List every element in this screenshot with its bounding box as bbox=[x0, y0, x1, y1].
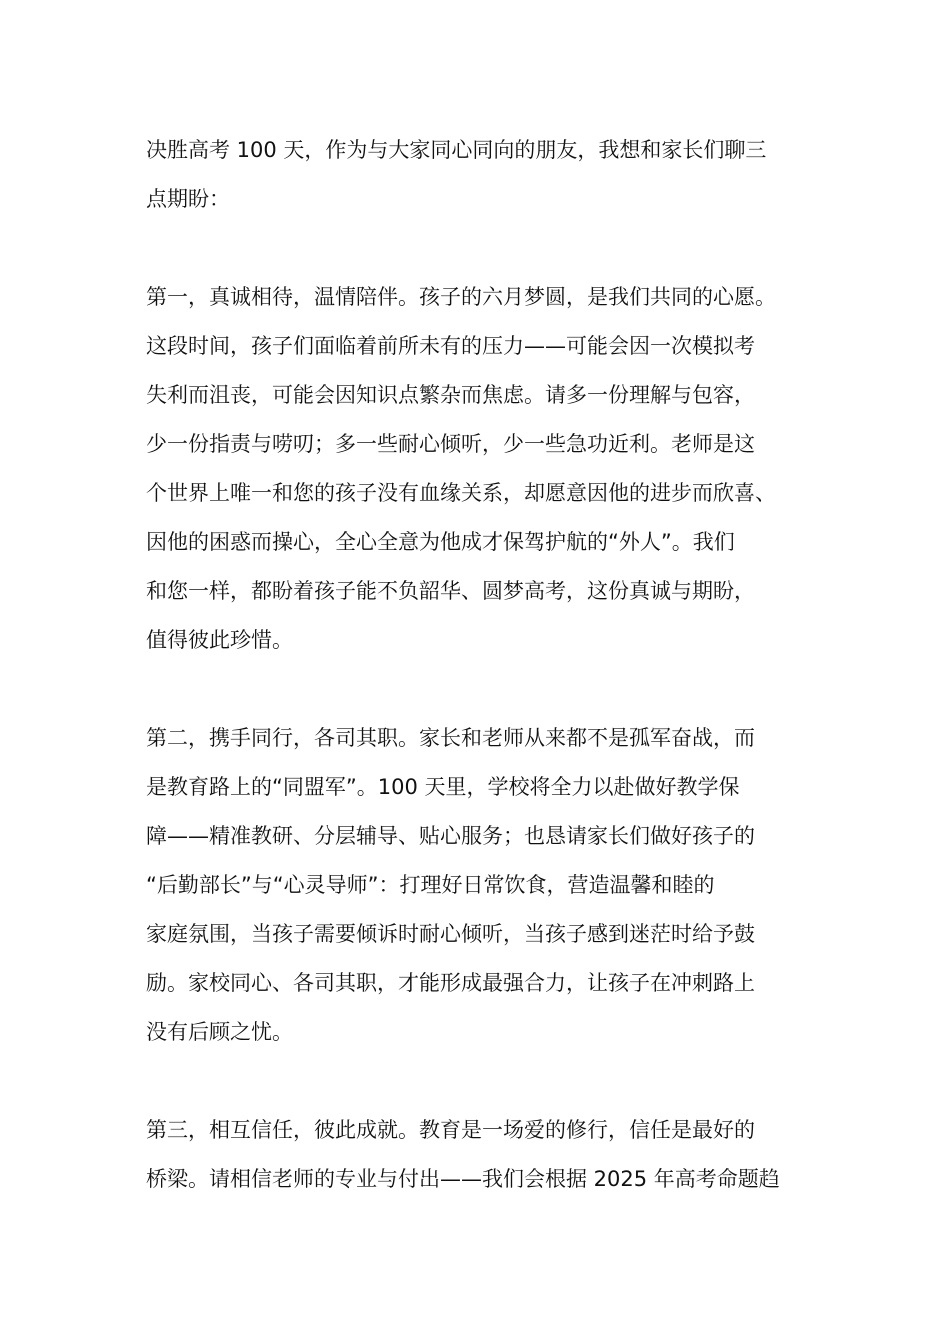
text-line: 失利而沮丧，可能会因知识点繁杂而焦虑。请多一份理解与包容， bbox=[146, 383, 755, 407]
text-line: 第一，真诚相待，温情陪伴。孩子的六月梦圆，是我们共同的心愿。 bbox=[146, 285, 776, 309]
text-line: “后勤部长”与“心灵导师”：打理好日常饮食，营造温馨和睦的 bbox=[146, 873, 715, 897]
text-line: 障——精准教研、分层辅导、贴心服务；也恳请家长们做好孩子的 bbox=[146, 824, 755, 848]
document-body bbox=[146, 126, 826, 1253]
text-line: 家庭氛围，当孩子需要倾诉时耐心倾听，当孩子感到迷茫时给予鼓 bbox=[146, 922, 755, 946]
text-line: 是教育路上的“同盟军”。100 天里，学校将全力以赴做好教学保 bbox=[146, 775, 740, 799]
text-line: 第二，携手同行，各司其职。家长和老师从来都不是孤军奋战，而 bbox=[146, 726, 755, 750]
paragraph-intro bbox=[146, 126, 826, 224]
paragraph-third-point bbox=[146, 1106, 826, 1204]
text-line: 第三，相互信任，彼此成就。教育是一场爱的修行，信任是最好的 bbox=[146, 1118, 755, 1142]
text-line: 和您一样，都盼着孩子能不负韶华、圆梦高考，这份真诚与期盼， bbox=[146, 579, 755, 603]
text-line: 桥梁。请相信老师的专业与付出——我们会根据 2025 年高考命题趋 bbox=[146, 1167, 780, 1191]
text-line: 决胜高考 100 天，作为与大家同心同向的朋友，我想和家长们聊三 bbox=[146, 138, 767, 162]
paragraph-first-point bbox=[146, 273, 826, 665]
text-line: 少一份指责与唠叨；多一些耐心倾听，少一些急功近利。老师是这 bbox=[146, 432, 755, 456]
text-line: 这段时间，孩子们面临着前所未有的压力——可能会因一次模拟考 bbox=[146, 334, 755, 358]
text-line: 个世界上唯一和您的孩子没有血缘关系，却愿意因他的进步而欣喜、 bbox=[146, 481, 776, 505]
text-line: 值得彼此珍惜。 bbox=[146, 628, 293, 652]
text-line: 因他的困惑而操心，全心全意为他成才保驾护航的“外人”。我们 bbox=[146, 530, 735, 554]
text-line: 点期盼： bbox=[146, 187, 230, 211]
text-line: 没有后顾之忧。 bbox=[146, 1020, 293, 1044]
paragraph-second-point bbox=[146, 714, 826, 1057]
text-line: 励。家校同心、各司其职，才能形成最强合力，让孩子在冲刺路上 bbox=[146, 971, 755, 995]
